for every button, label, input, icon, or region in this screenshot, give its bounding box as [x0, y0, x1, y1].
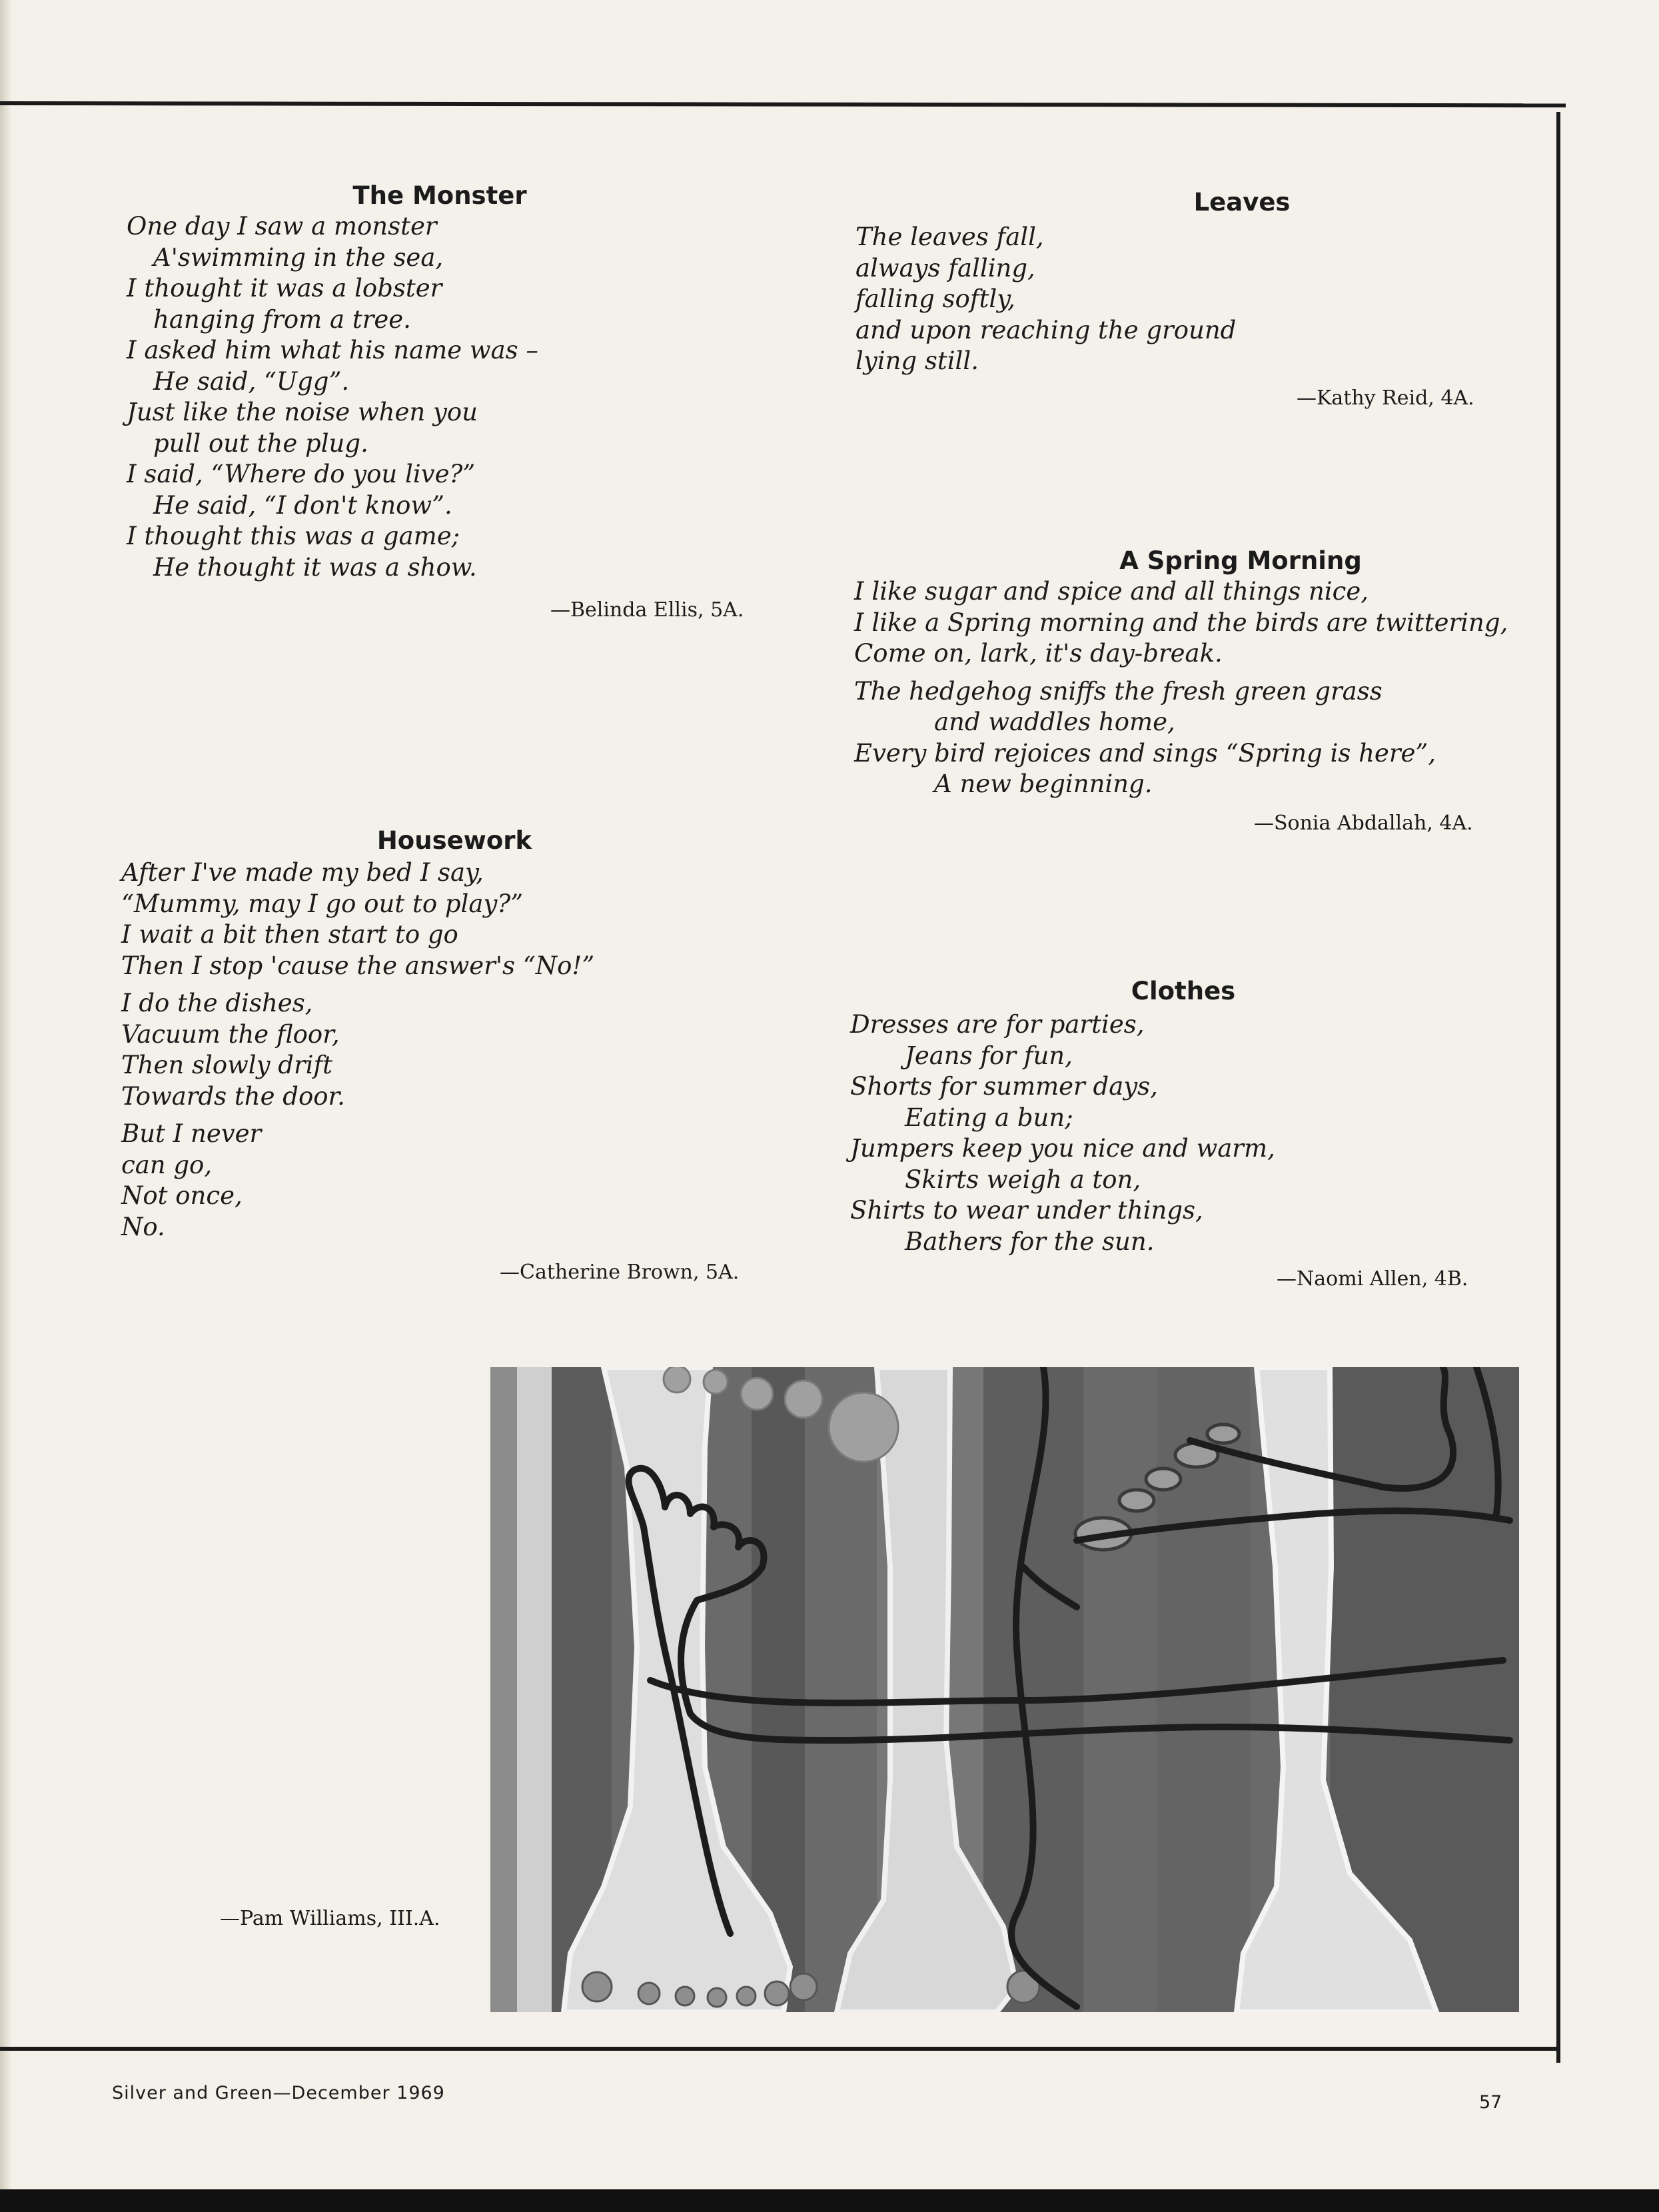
- poem-line: Not once,: [121, 1181, 243, 1210]
- poem-line: always falling,: [855, 253, 1035, 282]
- poem-line: Bathers for the sun.: [905, 1227, 1155, 1256]
- frame-right-rule: [1556, 112, 1560, 2063]
- frame-top-rule: [0, 101, 1566, 107]
- poem-line: He said, “I don't know”.: [153, 490, 452, 520]
- poem-line: Eating a bun;: [905, 1103, 1073, 1132]
- poem-line: falling softly,: [855, 284, 1015, 313]
- poem-line: A'swimming in the sea,: [153, 243, 444, 272]
- footer-publication: Silver and Green—December 1969: [112, 2083, 445, 2103]
- poem-line: Skirts weigh a ton,: [905, 1165, 1141, 1194]
- frame-bottom-rule: [0, 2047, 1559, 2051]
- poem-the-monster: [127, 181, 660, 583]
- poem-line: Shorts for summer days,: [850, 1072, 1158, 1101]
- poem-body: [855, 222, 1375, 377]
- page-gutter-shadow: [0, 0, 12, 2212]
- poem-line: can go,: [121, 1150, 213, 1179]
- poem-line: I do the dishes,: [121, 989, 313, 1017]
- poem-body: [127, 211, 660, 583]
- poem-line: Then I stop 'cause the answer's “No!”: [121, 951, 595, 980]
- poem-line: Towards the door.: [121, 1081, 345, 1111]
- poem-clothes: [850, 977, 1283, 1257]
- poem-line: The leaves fall,: [855, 223, 1044, 251]
- poem-body: [850, 1009, 1283, 1257]
- poem-line: Vacuum the floor,: [121, 1019, 340, 1049]
- poem-housework: [121, 826, 594, 1243]
- poem-line: Come on, lark, it's day-break.: [854, 639, 1223, 668]
- poem-title: Housework: [376, 826, 532, 855]
- poem-line: I asked him what his name was –: [127, 336, 538, 364]
- poem-line: Jeans for fun,: [905, 1041, 1073, 1070]
- poem-line: and waddles home,: [934, 708, 1175, 736]
- poem-line: Shirts to wear under things,: [850, 1196, 1203, 1225]
- poem-a-spring-morning: [854, 546, 1508, 800]
- artwork-credit: —Pam Williams, III.A.: [220, 1907, 440, 1930]
- page-bottom-edge: [0, 2189, 1659, 2212]
- poem-line: pull out the plug.: [153, 428, 368, 458]
- poem-author: —Belinda Ellis, 5A.: [550, 598, 744, 622]
- poem-line: I wait a bit then start to go: [121, 920, 458, 949]
- poem-line: He thought it was a show.: [153, 552, 477, 582]
- poem-author: —Kathy Reid, 4A.: [1297, 386, 1474, 410]
- poem-line: Dresses are for parties,: [850, 1010, 1145, 1039]
- poem-line: Just like the noise when you: [127, 398, 478, 426]
- poem-title: A Spring Morning: [1119, 546, 1362, 575]
- poem-body: [121, 857, 594, 1243]
- poem-line: But I never: [121, 1119, 262, 1148]
- poem-line: and upon reaching the ground: [855, 315, 1237, 344]
- poem-line: The hedgehog sniffs the fresh green grass: [854, 676, 1382, 706]
- poem-line: Then slowly drift: [121, 1051, 333, 1079]
- poem-line: I thought this was a game;: [127, 522, 460, 550]
- poem-title: The Monster: [352, 181, 527, 210]
- poem-line: I said, “Where do you live?”: [127, 460, 476, 488]
- poem-line: I like sugar and spice and all things nice,: [854, 577, 1369, 606]
- poem-line: “Mummy, may I go out to play?”: [121, 889, 524, 918]
- poem-author: —Sonia Abdallah, 4A.: [1254, 812, 1473, 835]
- poem-line: hanging from a tree.: [153, 304, 411, 334]
- poem-line: No.: [121, 1212, 165, 1241]
- poem-line: lying still.: [855, 346, 979, 375]
- poem-line: After I've made my bed I say,: [121, 858, 484, 887]
- poem-leaves: [855, 188, 1375, 377]
- poem-line: Every bird rejoices and sings “Spring is here”,: [854, 738, 1436, 768]
- poem-author: —Catherine Brown, 5A.: [500, 1261, 740, 1284]
- poem-author: —Naomi Allen, 4B.: [1277, 1267, 1468, 1291]
- feet-artwork-image: [490, 1367, 1519, 2012]
- poem-line: He said, “Ugg”.: [153, 366, 350, 396]
- poem-line: I thought it was a lobster: [127, 274, 442, 302]
- poem-line: One day I saw a monster: [127, 212, 437, 241]
- poem-line: Jumpers keep you nice and warm,: [850, 1134, 1275, 1163]
- footer-page-number: 57: [1479, 2092, 1502, 2113]
- poem-title: Leaves: [1193, 188, 1291, 217]
- poem-line: A new beginning.: [934, 770, 1153, 798]
- poem-title: Clothes: [1131, 977, 1236, 1005]
- poem-line: I like a Spring morning and the birds are twittering,: [854, 608, 1508, 637]
- poem-body: [854, 576, 1508, 800]
